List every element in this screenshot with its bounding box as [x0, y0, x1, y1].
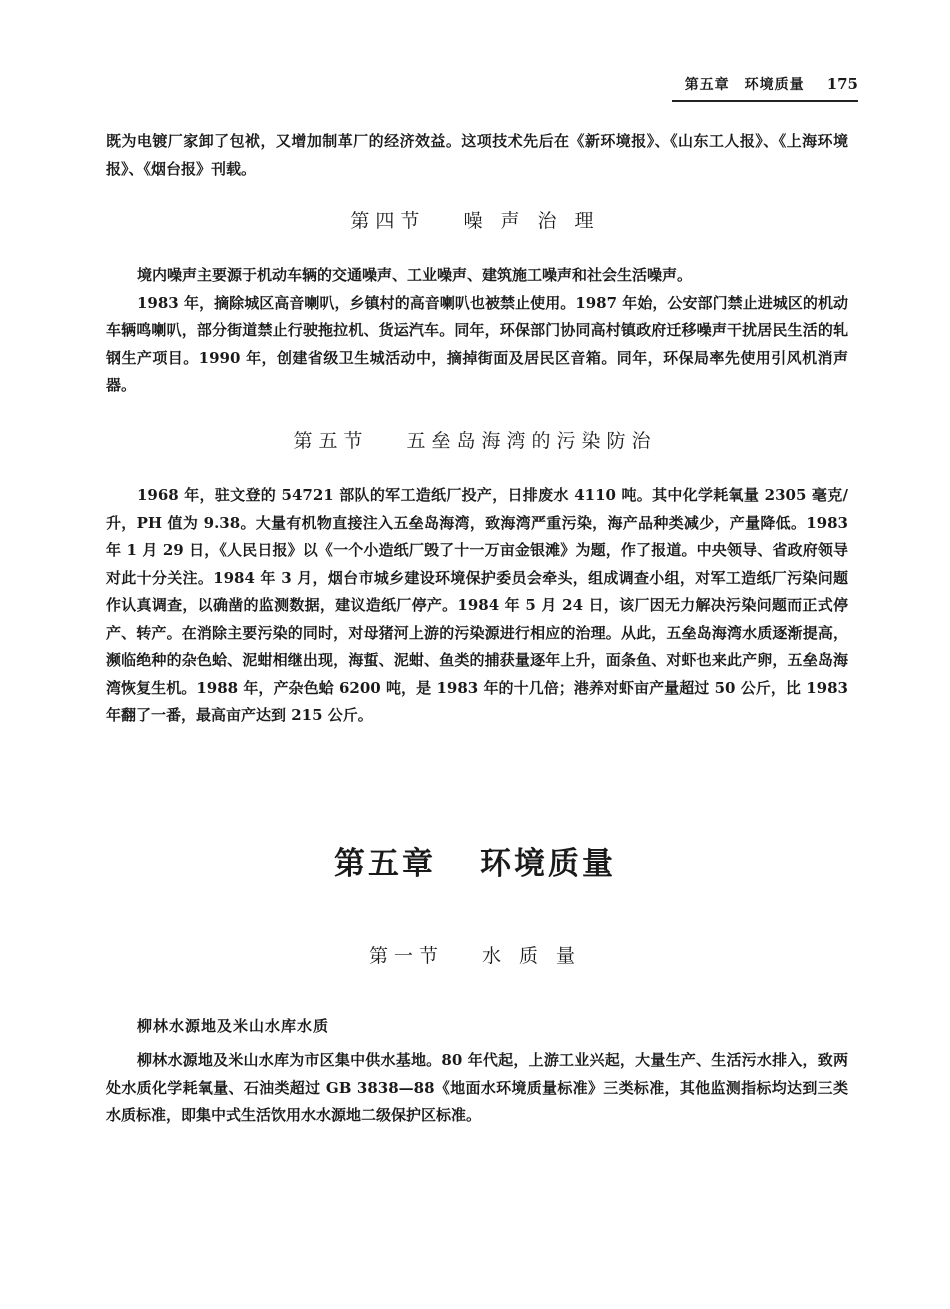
chapter-5-number: 第五章: [334, 846, 436, 882]
section-4-heading: [0, 206, 950, 233]
chapter-5-section-1-body: [106, 1047, 848, 1130]
section-4-paragraph: 境内噪声主要源于机动车辆的交通噪声、工业噪声、建筑施工噪声和社会生活噪声。: [137, 266, 693, 284]
continuation-block: [106, 128, 848, 183]
chapter-5-heading: [0, 838, 950, 883]
section-4-title: 噪 声 治 理: [463, 210, 600, 232]
section-5-heading: [0, 426, 950, 453]
section-4-number: 第四节: [350, 210, 426, 232]
chapter-5-section-1-title: 水 质 量: [481, 945, 582, 967]
section-5-paragraph: 1968 年，驻文登的 54721 部队的军工造纸厂投产，日排废水 4110 吨。其中化学耗氧量 2305 毫克/升，PH 值为 9.38。大量有机物直接注入五垒岛海湾，致海湾严重污染，海产品种类减少，产量降低。1983 年 1 月 29 日，《人民日报》以《一个小造纸厂毁了十一万亩金银滩》为题，作了报道。中央领导、省政府领导对此十分关注。1984 年 3 月，烟台市城乡建设环境保护委员会牵头，组成调查小组，对军工造纸厂污染问题作认真调查，以确凿的监测数据，建议造纸厂停产。1984 年 5 月 24 日，该厂因无力解决污染问题而正式停产、转产。在消除主要污染的同时，对母猪河上游的污染源进行相应的治理。从此，五垒岛海湾水质逐渐提高，濒临绝种的杂色蛤、泥蚶相继出现，海蜇、泥蚶、鱼类的捕获量逐年上升，面条鱼、对虾也来此产卵，五垒岛海湾恢复生机。1988 年，产杂色蛤 6200 吨，是 1983 年的十几倍；港养对虾亩产量超过 50 公斤，比 1983 年翻了一番，最高亩产达到 215 公斤。: [106, 486, 848, 724]
running-header-chapter: 第五章 环境质量: [684, 77, 805, 93]
page-number: 175: [826, 75, 858, 93]
chapter-5-section-1-heading: [0, 941, 950, 968]
section-4-paragraph: 1983 年，摘除城区高音喇叭，乡镇村的高音喇叭也被禁止使用。1987 年始，公安部门禁止进城区的机动车辆鸣喇叭，部分街道禁止行驶拖拉机、货运汽车。同年，环保部门协同高村镇政府迁移噪声干扰居民生活的轧钢生产项目。1990 年，创建省级卫生城活动中，摘掉街面及居民区音箱。同年，环保局率先使用引风机消声器。: [106, 293, 848, 394]
chapter-5-section-1-paragraph: 柳林水源地及米山水库为市区集中供水基地。80 年代起，上游工业兴起，大量生产、生活污水排入，致两处水质化学耗氧量、石油类超过 GB 3838—88《地面水环境质量标准》三类标准，其他监测指标均达到三类水质标准，即集中式生活饮用水水源地二级保护区标准。: [106, 1051, 848, 1124]
subheading-liulin-water: 柳林水源地及米山水库水质: [137, 1017, 330, 1035]
header-rule: [672, 100, 858, 102]
section-5-title: 五垒岛海湾的污染防治: [406, 430, 657, 452]
chapter-5-section-1-number: 第一节: [368, 945, 444, 967]
section-5-body: [106, 482, 848, 730]
continuation-paragraph: 既为电镀厂家卸了包袱，又增加制革厂的经济效益。这项技术先后在《新环境报》、《山东工人报》、《上海环境报》、《烟台报》刊载。: [106, 132, 848, 178]
section-4-body: [106, 262, 848, 400]
running-header: [685, 74, 858, 94]
chapter-5-title: 环境质量: [480, 846, 616, 882]
section-5-number: 第五节: [293, 430, 369, 452]
